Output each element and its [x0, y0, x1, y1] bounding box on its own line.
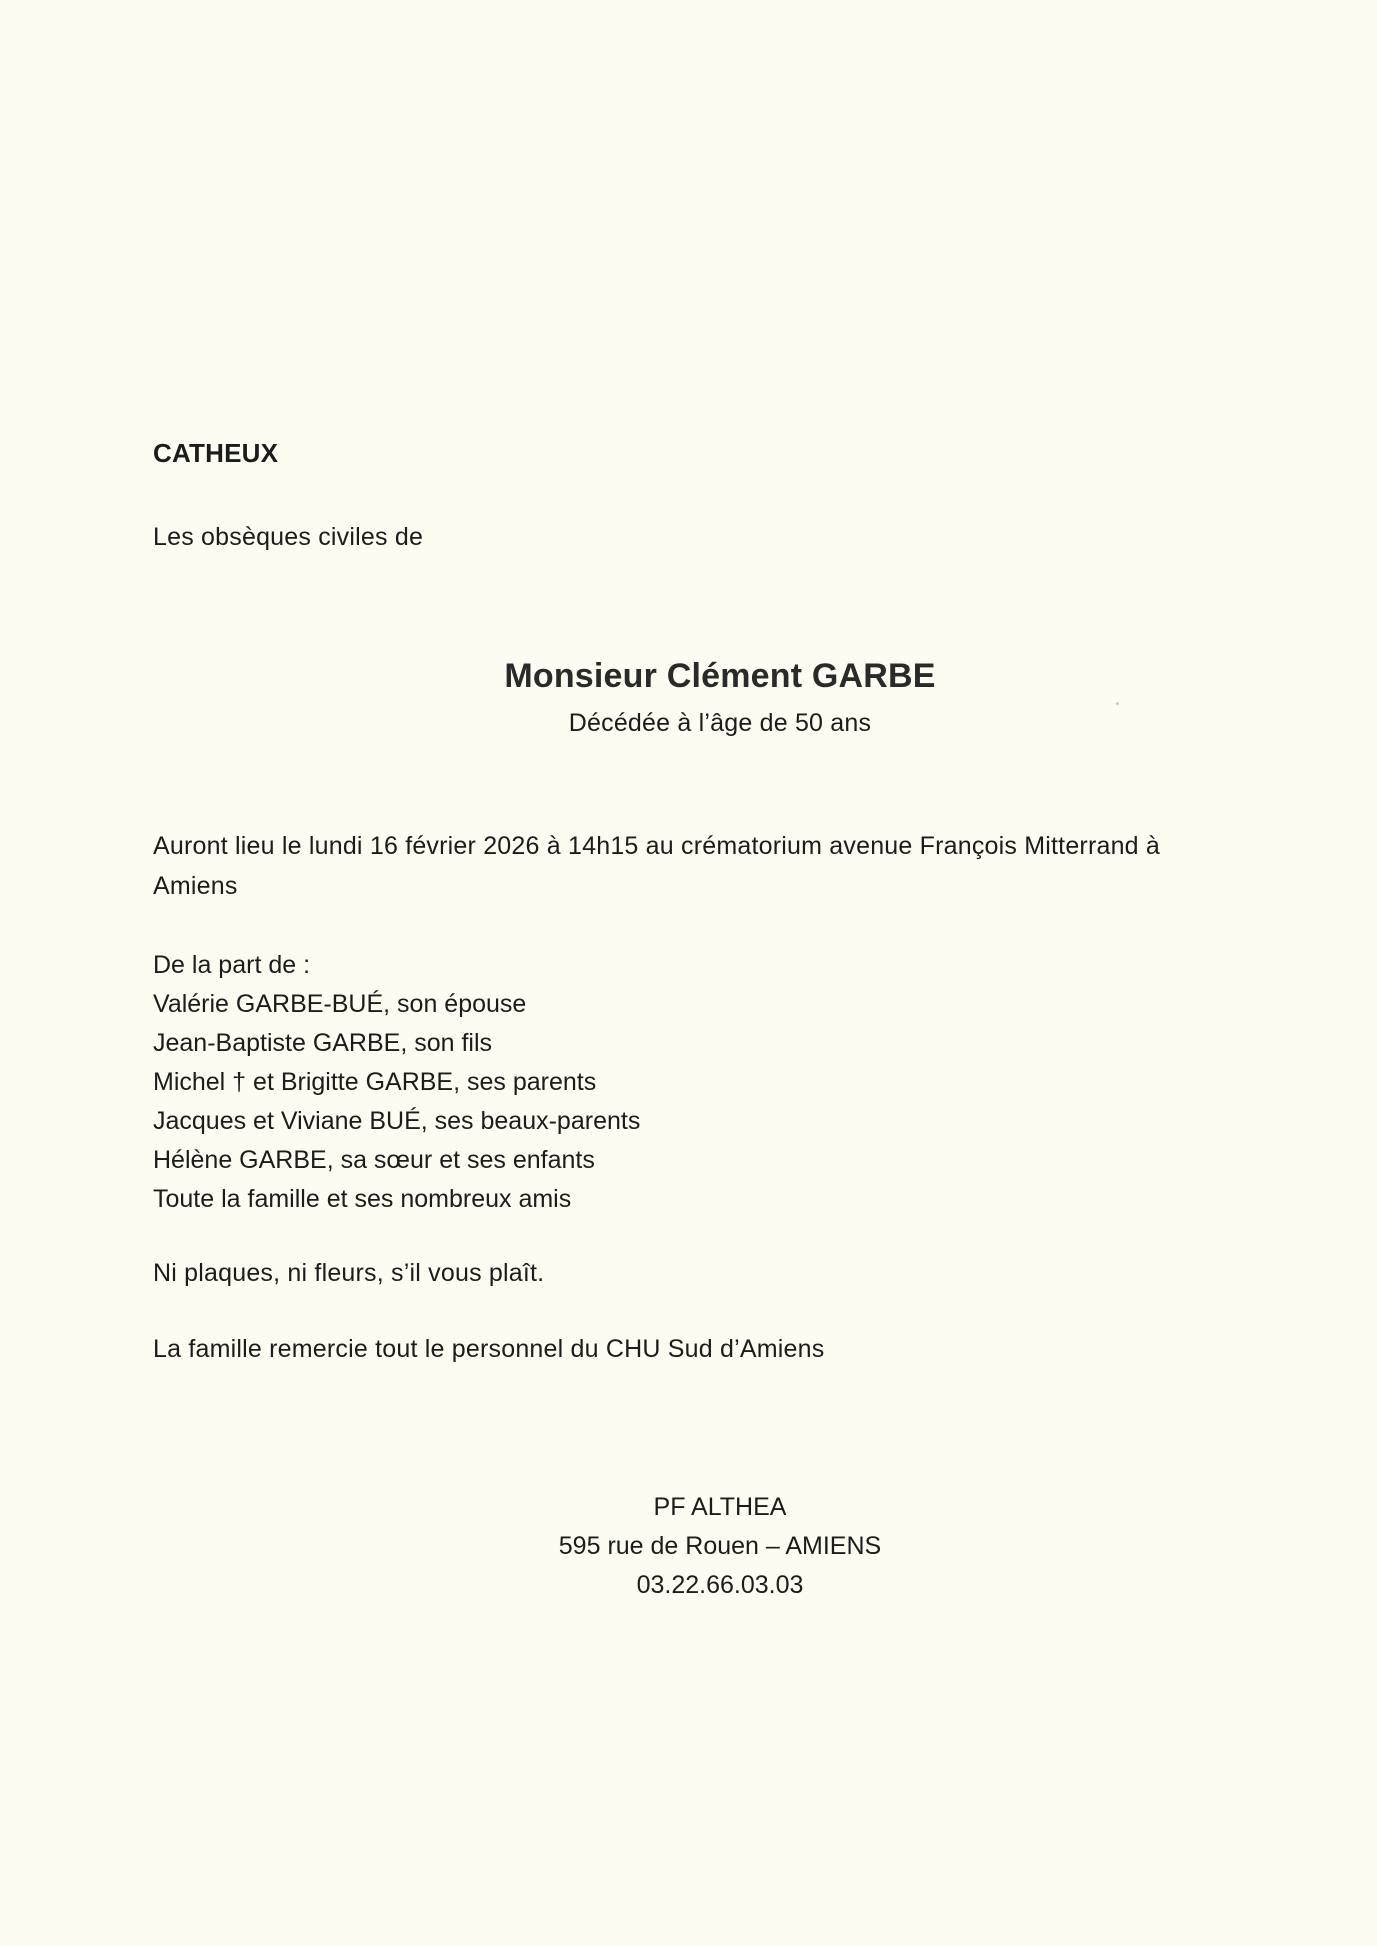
- town-heading: CATHEUX: [153, 438, 279, 468]
- family-member: Jacques et Viviane BUÉ, ses beaux-parents: [153, 1107, 641, 1135]
- paper-speck: [1116, 702, 1119, 705]
- funeral-home-phone: 03.22.66.03.03: [636, 1571, 804, 1599]
- family-member: Toute la famille et ses nombreux amis: [153, 1185, 572, 1213]
- intro-text: Les obsèques civiles de: [153, 523, 424, 551]
- family-list: [153, 946, 640, 1219]
- no-flowers-note: Ni plaques, ni fleurs, s’il vous plaît.: [153, 1259, 545, 1287]
- family-member: Jean-Baptiste GARBE, son fils: [153, 1029, 493, 1057]
- family-member: Valérie GARBE-BUÉ, son épouse: [153, 990, 527, 1018]
- funeral-home-name: PF ALTHEA: [653, 1493, 787, 1521]
- ceremony-details: Auront lieu le lundi 16 février 2026 à 14h15 au crématorium avenue François Mitterrand à Amiens: [153, 832, 1161, 900]
- thanks-note: La famille remercie tout le personnel du CHU Sud d’Amiens: [153, 1335, 825, 1363]
- funeral-home-block: [0, 1488, 1377, 1605]
- family-header: De la part de :: [153, 951, 311, 979]
- age-line: Décédée à l’âge de 50 ans: [568, 709, 872, 737]
- deceased-name: Monsieur Clément GARBE: [504, 657, 936, 695]
- family-member: Hélène GARBE, sa sœur et ses enfants: [153, 1146, 595, 1174]
- family-member: Michel † et Brigitte GARBE, ses parents: [153, 1068, 597, 1096]
- funeral-home-address: 595 rue de Rouen – AMIENS: [558, 1532, 882, 1560]
